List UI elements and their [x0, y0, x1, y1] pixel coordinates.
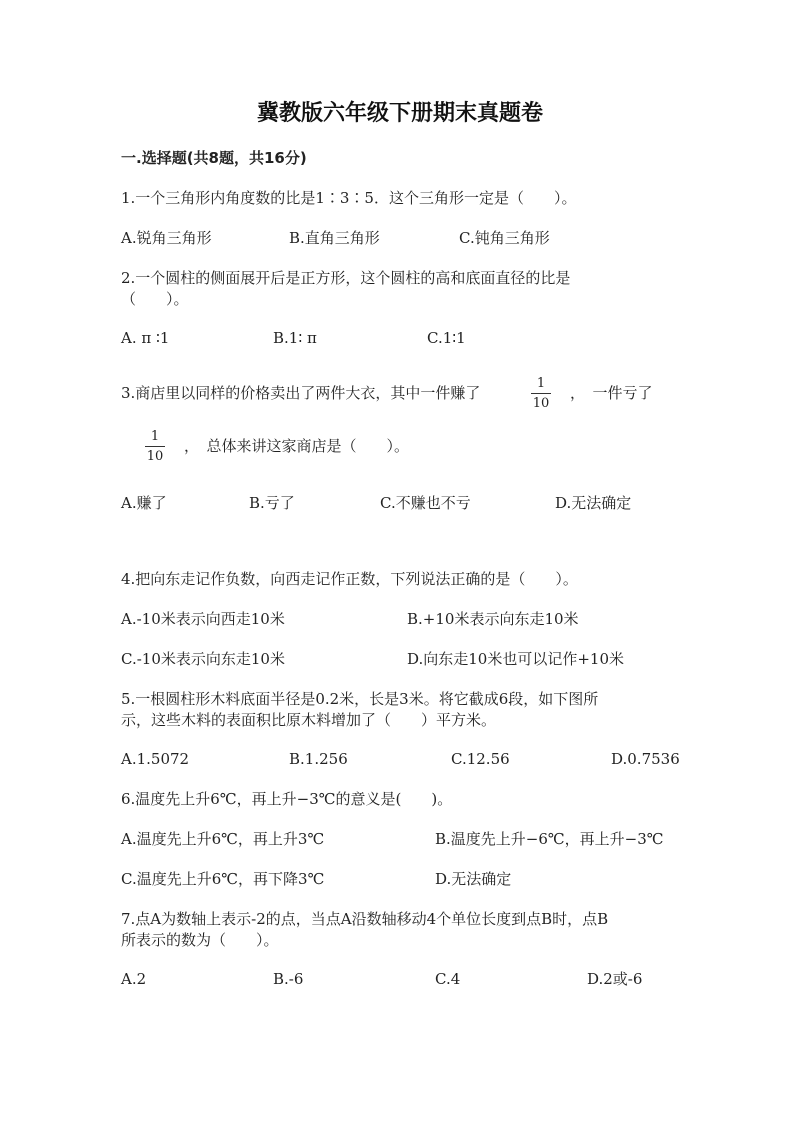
q6-option-d: D.无法确定 [435, 870, 512, 888]
question-3-stem-part3: ， 总体来讲这家商店是（ ）。 [184, 437, 410, 455]
q6-option-b: B.温度先上升−6℃，再上升−3℃ [435, 830, 664, 848]
fraction-one-tenth [529, 376, 553, 411]
q4-option-c: C.-10米表示向东走10米 [121, 650, 285, 668]
question-5-stem-line1: 5.一根圆柱形木料底面半径是0.2米，长是3米。将它截成6段，如下图所 [121, 690, 599, 708]
q5-option-d: D.0.7536 [611, 750, 680, 768]
q7-option-b: B.-6 [273, 970, 304, 988]
page-title: 冀教版六年级下册期末真题卷 [256, 101, 543, 126]
q1-option-c: C.钝角三角形 [459, 229, 550, 247]
question-6-stem: 6.温度先上升6℃，再上升−3℃的意义是( )。 [121, 790, 453, 808]
question-2-stem-line1: 2.一个圆柱的侧面展开后是正方形，这个圆柱的高和底面直径的比是 [121, 269, 571, 287]
question-1-stem: 1.一个三角形内角度数的比是1∶3∶5．这个三角形一定是（ ）。 [121, 189, 577, 207]
section-heading: 一.选择题(共8题，共16分) [121, 149, 307, 167]
q6-option-c: C.温度先上升6℃，再下降3℃ [121, 870, 325, 888]
q1-option-a: A.锐角三角形 [121, 229, 212, 247]
fraction-one-tenth [143, 429, 167, 464]
q4-option-b: B.+10米表示向东走10米 [407, 610, 579, 628]
q3-option-a: A.赚了 [121, 494, 167, 512]
question-7-stem-line1: 7.点A为数轴上表示-2的点，当点A沿数轴移动4个单位长度到点B时，点B [121, 910, 609, 928]
q3-option-d: D.无法确定 [555, 494, 632, 512]
q3-option-b: B.亏了 [249, 494, 295, 512]
q4-option-d: D.向东走10米也可以记作+10米 [407, 650, 625, 668]
fraction-denominator: 10 [146, 449, 164, 464]
question-3-stem-part2: ， 一件亏了 [570, 384, 653, 402]
q7-option-c: C.4 [435, 970, 461, 988]
question-7-stem-line2: 所表示的数为（ ）。 [121, 931, 279, 949]
q4-option-a: A.-10米表示向西走10米 [121, 610, 285, 628]
q2-option-a: A. π ∶1 [121, 329, 170, 347]
fraction-numerator: 1 [536, 376, 546, 391]
q2-option-c: C.1∶1 [427, 329, 466, 347]
q6-option-a: A.温度先上升6℃，再上升3℃ [121, 830, 325, 848]
q3-option-c: C.不赚也不亏 [380, 494, 471, 512]
question-3-stem-part1: 3.商店里以同样的价格卖出了两件大衣，其中一件赚了 [121, 384, 481, 402]
fraction-denominator: 10 [532, 396, 550, 411]
question-5-stem-line2: 示，这些木料的表面积比原木料增加了（ ）平方米。 [121, 711, 497, 729]
q7-option-a: A.2 [121, 970, 147, 988]
q5-option-c: C.12.56 [451, 750, 510, 768]
q5-option-b: B.1.256 [289, 750, 348, 768]
fraction-numerator: 1 [150, 429, 160, 444]
fraction-bar [531, 393, 551, 394]
question-4-stem: 4.把向东走记作负数，向西走记作正数，下列说法正确的是（ ）。 [121, 570, 578, 588]
q2-option-b: B.1∶ π [273, 329, 317, 347]
q7-option-d: D.2或-6 [587, 970, 643, 988]
q1-option-b: B.直角三角形 [289, 229, 380, 247]
fraction-bar [145, 446, 165, 447]
question-2-stem-line2: （ ）。 [121, 290, 189, 308]
q5-option-a: A.1.5072 [121, 750, 190, 768]
